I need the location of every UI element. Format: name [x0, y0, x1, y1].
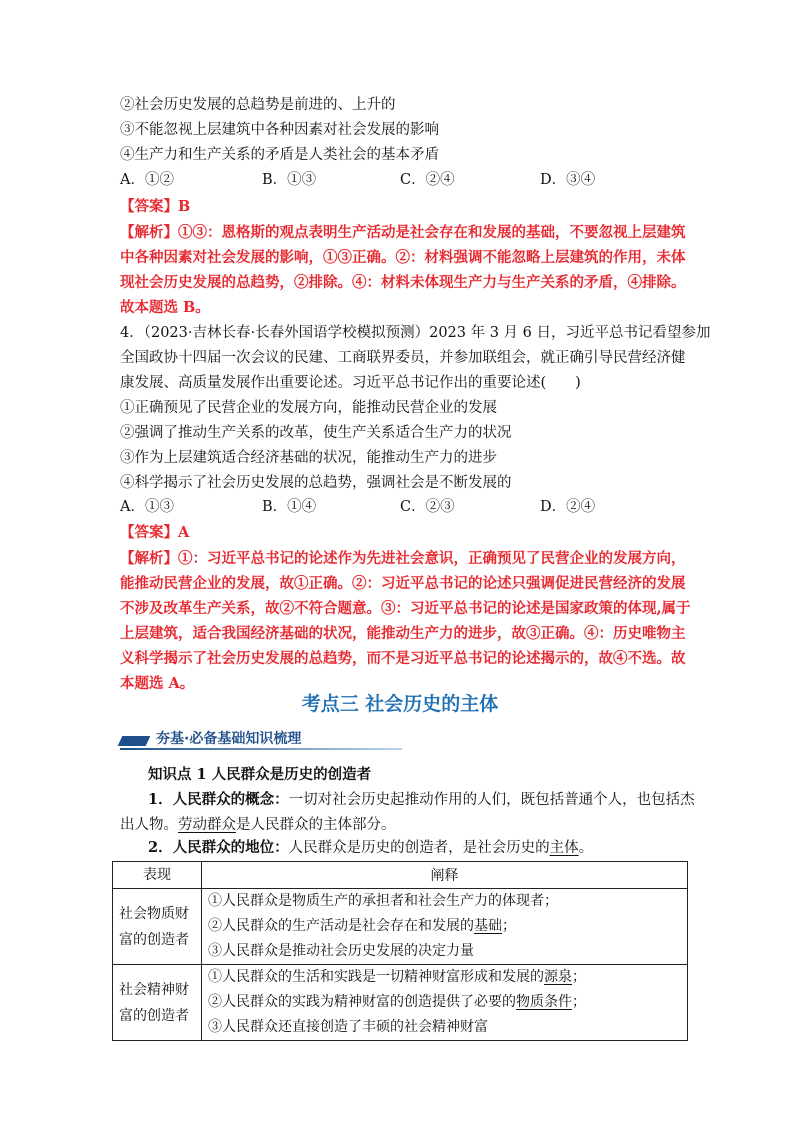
explanation-line: ①人民群众的生活和实践是一切精神财富形成和发展的源泉；: [208, 969, 586, 985]
paragraph-1-line-2: [120, 815, 396, 835]
paragraph-2-pre: 人民群众是历史的创造者，是社会历史的: [288, 840, 550, 856]
q4-stem-line: 4．（2023·吉林长春·长春外国语学校模拟预测）2023 年 3 月 6 日，习近平总书记看望参加: [120, 325, 711, 341]
q4-analysis-line: 不涉及改革生产关系，故②不符合题意。③：习近平总书记的论述是国家政策的体现,属于: [120, 600, 691, 617]
paragraph-1: [148, 790, 695, 810]
explanation-line: ③人民群众是推动社会历史发展的决定力量: [208, 943, 474, 959]
q4-item-1: ①正确预见了民营企业的发展方向，能推动民营企业的发展: [120, 400, 497, 416]
banner-underline: [120, 748, 402, 750]
table-header-row: [113, 862, 688, 889]
paragraph-2: [148, 838, 593, 858]
paragraph-1-underlined: 劳动群众: [178, 817, 236, 833]
q4-option-b: B．①④: [262, 499, 317, 515]
table-cell-category: [113, 965, 202, 1041]
q4-item-4: ④科学揭示了社会历史发展的总趋势，强调社会是不断发展的: [120, 475, 512, 491]
paragraph-1-pre: 出人物。: [120, 817, 178, 833]
explanation-line: ③人民群众还直接创造了丰硕的社会精神财富: [208, 1019, 488, 1035]
q3-analysis-line: 现社会历史发展的总趋势，②排除。④：材料未体现生产力与生产关系的矛盾，④排除。: [120, 274, 686, 291]
q3-analysis-line: 故本题选 B。: [120, 299, 210, 316]
item-3: ③不能忽视上层建筑中各种因素对社会发展的影响: [120, 122, 439, 138]
q4-analysis-line: 本题选 A。: [120, 675, 195, 692]
q4-answer: 【答案】A: [120, 524, 190, 541]
explanation-line: ②人民群众的生产活动是社会存在和发展的基础；: [208, 918, 516, 934]
table-header-cell: 表现: [113, 862, 202, 889]
category-line: 富的创造者: [119, 1007, 189, 1024]
q3-option-c: C．②④: [400, 172, 455, 188]
category-line: 富的创造者: [119, 931, 189, 948]
paragraph-1-text: 一切对社会历史起推动作用的人们，既包括普通个人，也包括杰: [288, 792, 695, 808]
q3-analysis-line: 【解析】①③：恩格斯的观点表明生产活动是社会存在和发展的基础，不要忽视上层建筑: [120, 224, 686, 241]
category-line: 社会精神财: [119, 981, 189, 998]
q4-option-d: D．②④: [540, 499, 596, 515]
knowledge-table: [112, 861, 688, 1041]
section-banner: [120, 728, 402, 750]
table-cell-explanation: [202, 965, 688, 1041]
paragraph-1-post: 是人民群众的主体部分。: [236, 817, 396, 833]
explanation-line: ①人民群众是物质生产的承担者和社会生产力的体现者；: [208, 893, 558, 909]
q4-analysis-line: 【解析】①：习近平总书记的论述作为先进社会意识，正确预见了民营企业的发展方向，: [120, 550, 686, 567]
q3-answer: 【答案】B: [120, 198, 191, 215]
paragraph-2-post: 。: [578, 840, 594, 856]
q4-stem-line: 全国政协十四届一次会议的民建、工商联界委员，并参加联组会，就正确引导民营经济健: [120, 350, 686, 366]
table-row: [113, 965, 688, 1041]
table-cell-explanation: [202, 889, 688, 965]
table-cell-category: [113, 889, 202, 965]
explanation-line: ②人民群众的实践为精神财富的创造提供了必要的物质条件；: [208, 994, 586, 1010]
category-line: 社会物质财: [119, 905, 189, 922]
q3-option-a: A．①②: [120, 172, 174, 188]
q4-item-3: ③作为上层建筑适合经济基础的状况，能推动生产力的进步: [120, 450, 497, 466]
q4-item-2: ②强调了推动生产关系的改革，使生产关系适合生产力的状况: [120, 425, 512, 441]
table-row: [113, 889, 688, 965]
paragraph-2-underlined: 主体: [549, 840, 579, 856]
paragraph-2-label: 2．人民群众的地位：: [148, 839, 289, 856]
q4-option-a: A．①③: [120, 499, 174, 515]
q4-analysis-line: 能推动民营企业的发展，故①正确。②：习近平总书记的论述只强调促进民营经济的发展: [120, 575, 686, 592]
item-4: ④生产力和生产关系的矛盾是人类社会的基本矛盾: [120, 147, 439, 163]
paragraph-1-label: 1．人民群众的概念：: [148, 791, 289, 808]
table-header-cell: 阐释: [202, 862, 688, 889]
q4-option-c: C．②③: [400, 499, 455, 515]
q4-stem-line: 康发展、高质量发展作出重要论述。习近平总书记作出的重要论述( ): [120, 375, 581, 391]
item-2: ②社会历史发展的总趋势是前进的、上升的: [120, 97, 396, 113]
knowledge-point-heading: 知识点 1 人民群众是历史的创造者: [148, 766, 372, 783]
q4-analysis-line: 义科学揭示了社会历史发展的总趋势，而不是习近平总书记的论述揭示的，故④不选。故: [120, 650, 686, 667]
q3-option-d: D．③④: [540, 172, 596, 188]
section-title: 考点三 社会历史的主体: [301, 693, 499, 715]
q3-option-b: B．①③: [262, 172, 317, 188]
banner-bar-icon: [118, 736, 151, 746]
q3-analysis-line: 中各种因素对社会发展的影响，①③正确。②：材料强调不能忽略上层建筑的作用，未体: [120, 249, 686, 266]
q4-analysis-line: 上层建筑，适合我国经济基础的状况，能推动生产力的进步，故③正确。④：历史唯物主: [120, 625, 686, 642]
banner-text: 夯基·必备基础知识梳理: [156, 731, 302, 747]
